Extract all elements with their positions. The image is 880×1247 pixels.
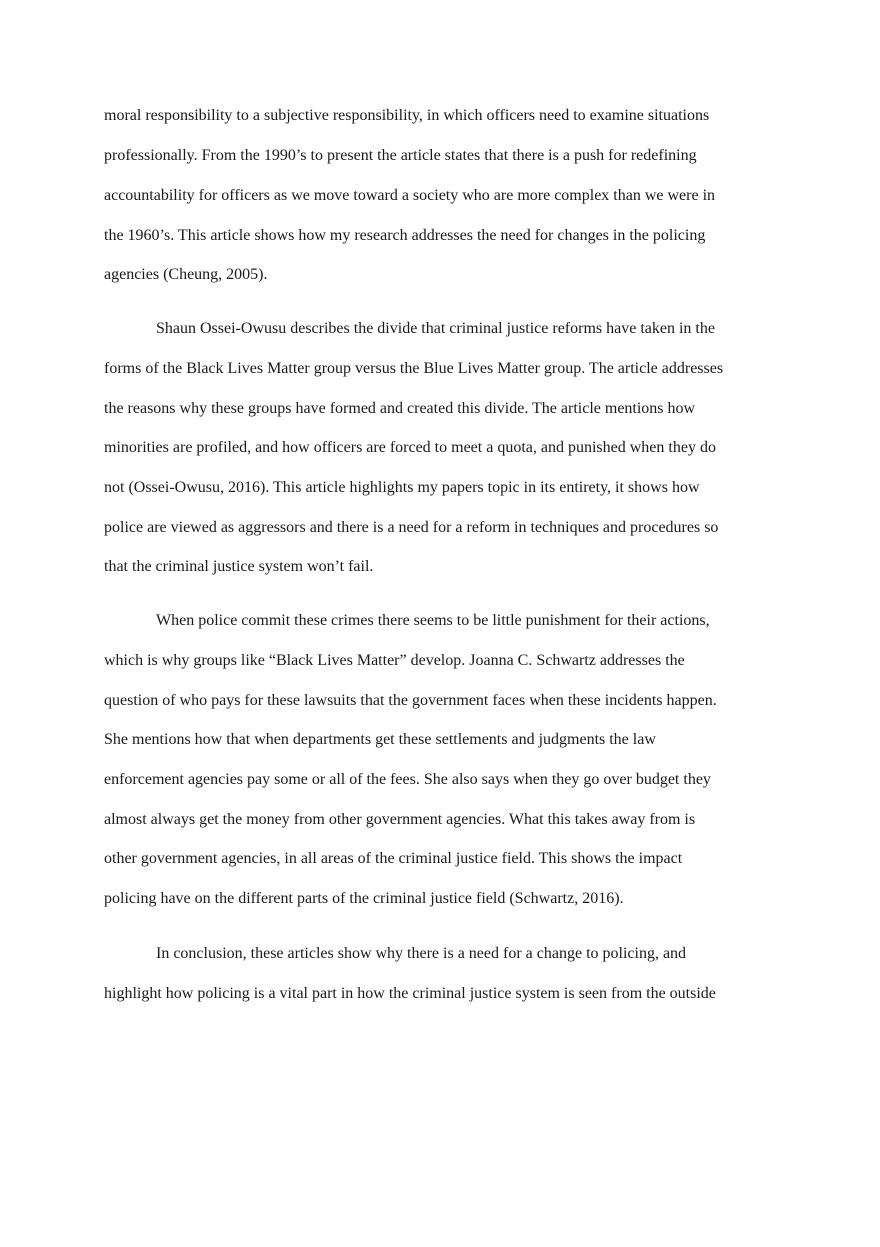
text-line: minorities are profiled, and how officers are forced to meet a quota, and punished when they do <box>104 439 716 456</box>
text-line: that the criminal justice system won’t fail. <box>104 558 374 575</box>
text-line: forms of the Black Lives Matter group versus the Blue Lives Matter group. The article addresses <box>104 360 724 377</box>
text-line: not (Ossei-Owusu, 2016). This article highlights my papers topic in its entirety, it shows how <box>104 479 700 496</box>
text-line: agencies (Cheung, 2005). <box>104 266 268 283</box>
text-line: question of who pays for these lawsuits that the government faces when these incidents happen. <box>104 692 717 709</box>
text-line: professionally. From the 1990’s to present the article states that there is a push for redefining <box>104 147 697 164</box>
text-line: police are viewed as aggressors and there is a need for a reform in techniques and procedures so <box>104 519 719 536</box>
text-line: policing have on the different parts of the criminal justice field (Schwartz, 2016). <box>104 890 624 907</box>
text-line: enforcement agencies pay some or all of the fees. She also says when they go over budget they <box>104 771 711 788</box>
paragraph-first-line: In conclusion, these articles show why there is a need for a change to policing, and <box>156 945 687 962</box>
text-line: almost always get the money from other government agencies. What this takes away from is <box>104 811 696 828</box>
text-line: accountability for officers as we move toward a society who are more complex than we were in <box>104 187 716 204</box>
paragraph-first-line: When police commit these crimes there seems to be little punishment for their actions, <box>156 612 710 629</box>
text-line: She mentions how that when departments get these settlements and judgments the law <box>104 731 656 748</box>
text-line: highlight how policing is a vital part in how the criminal justice system is seen from the outside <box>104 985 716 1002</box>
text-line: other government agencies, in all areas of the criminal justice field. This shows the impact <box>104 850 683 867</box>
paragraph-first-line: Shaun Ossei-Owusu describes the divide that criminal justice reforms have taken in the <box>156 320 715 337</box>
text-line: the 1960’s. This article shows how my research addresses the need for changes in the policing <box>104 227 706 244</box>
text-line: which is why groups like “Black Lives Matter” develop. Joanna C. Schwartz addresses the <box>104 652 685 669</box>
text-line: the reasons why these groups have formed and created this divide. The article mentions how <box>104 400 696 417</box>
text-line: moral responsibility to a subjective responsibility, in which officers need to examine situations <box>104 107 710 124</box>
